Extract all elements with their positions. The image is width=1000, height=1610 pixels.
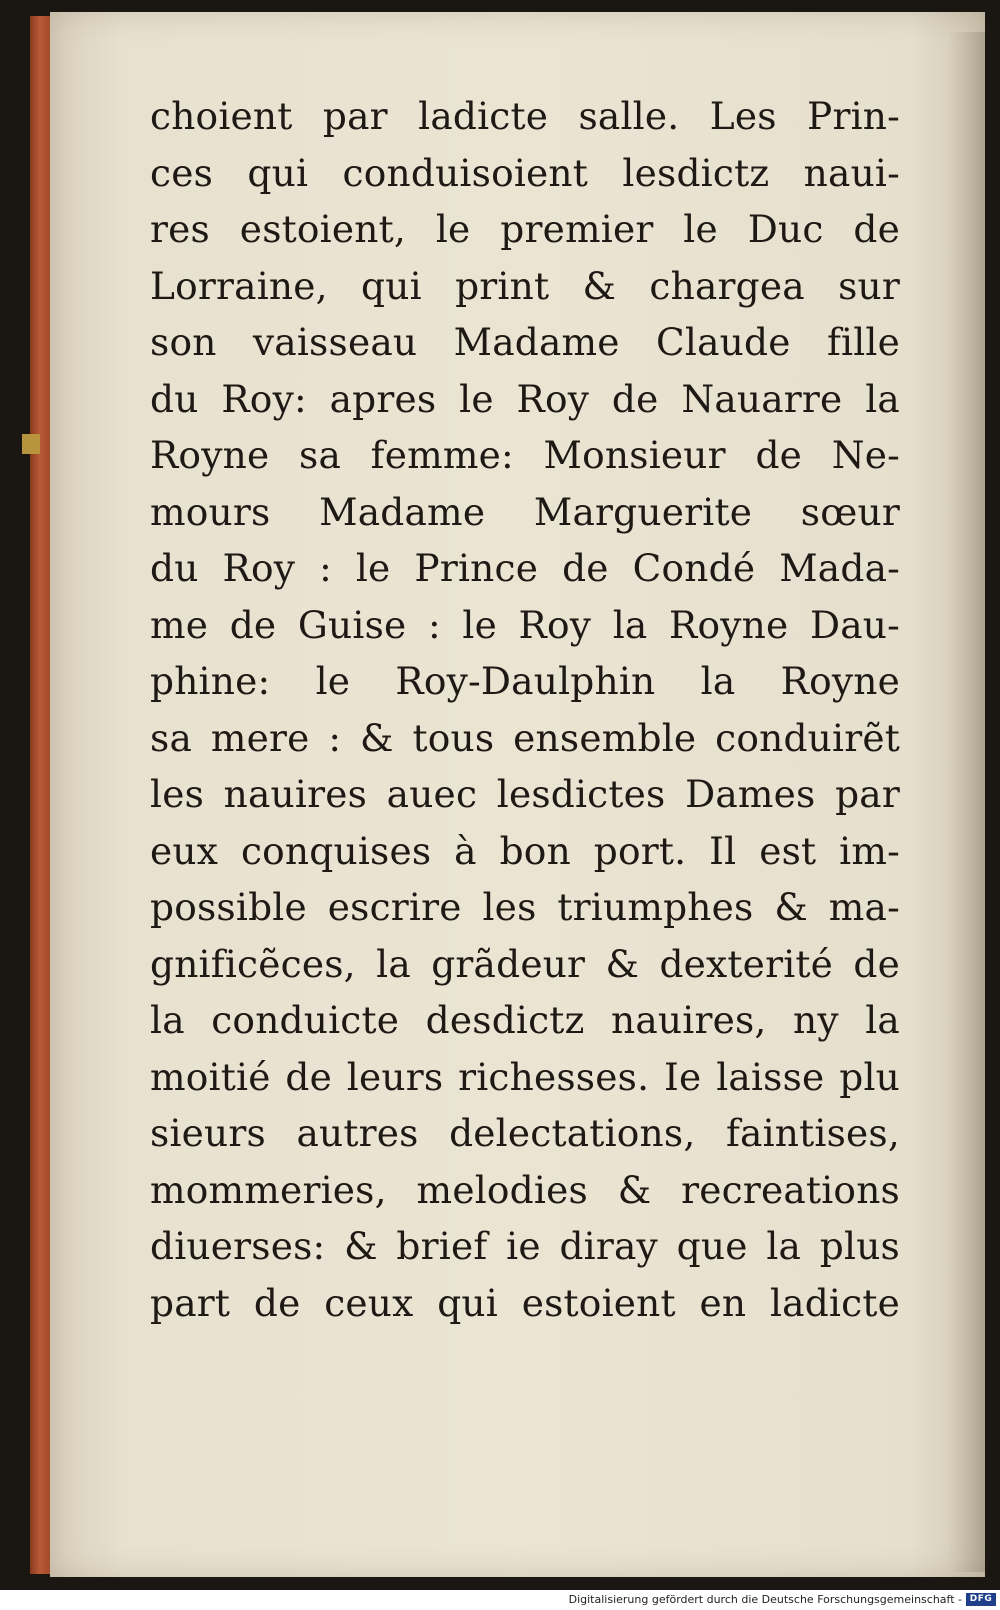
- page-gutter-shadow: [947, 32, 985, 1572]
- bookmark-tab: [22, 434, 40, 454]
- dfg-logo: DFG: [966, 1593, 996, 1606]
- funding-notice: Digitalisierung gefördert durch die Deutsche Forschungsgemeinschaft -: [568, 1593, 962, 1606]
- text-line: choient par ladicte salle. Les Prin-: [150, 94, 900, 138]
- text-line: sieurs autres delectations, faintises,: [150, 1111, 900, 1155]
- text-line: part de ceux qui estoient en ladicte: [150, 1280, 900, 1325]
- text-line: la conduicte desdictz nauires, ny la: [150, 998, 900, 1042]
- text-line: res estoient, le premier le Duc de: [150, 207, 900, 251]
- text-line: Royne sa femme: Monsieur de Ne-: [150, 433, 900, 477]
- text-line: mommeries, melodies & recreations: [150, 1167, 900, 1212]
- text-line: mours Madame Marguerite sœur: [150, 489, 900, 534]
- text-line: son vaisseau Madame Claude fille: [150, 320, 900, 364]
- text-line: Lorraine, qui print & chargea sur: [150, 263, 900, 308]
- text-line: me de Guise : le Roy la Royne Dau-: [150, 602, 900, 647]
- text-line: sa mere : & tous ensemble conduirẽt: [150, 715, 900, 760]
- text-line: du Roy: apres le Roy de Nauarre la: [150, 376, 900, 421]
- text-line: gnificẽces, la grãdeur & dexterité de: [150, 941, 900, 986]
- text-line: du Roy : le Prince de Condé Mada-: [150, 546, 900, 590]
- page-text: [150, 88, 900, 1331]
- text-line: moitié de leurs richesses. Ie laisse plu: [150, 1054, 900, 1099]
- digitization-footer: [0, 1590, 1000, 1610]
- text-line: ces qui conduisoient lesdictz naui-: [150, 150, 900, 195]
- text-line: possible escrire les triumphes & ma-: [150, 885, 900, 929]
- text-line: phine: le Roy-Daulphin la Royne: [150, 659, 900, 703]
- text-line: diuerses: & brief ie diray que la plus: [150, 1224, 900, 1268]
- text-line: eux conquises à bon port. Il est im-: [150, 828, 900, 873]
- text-line: les nauires auec lesdictes Dames par: [150, 772, 900, 816]
